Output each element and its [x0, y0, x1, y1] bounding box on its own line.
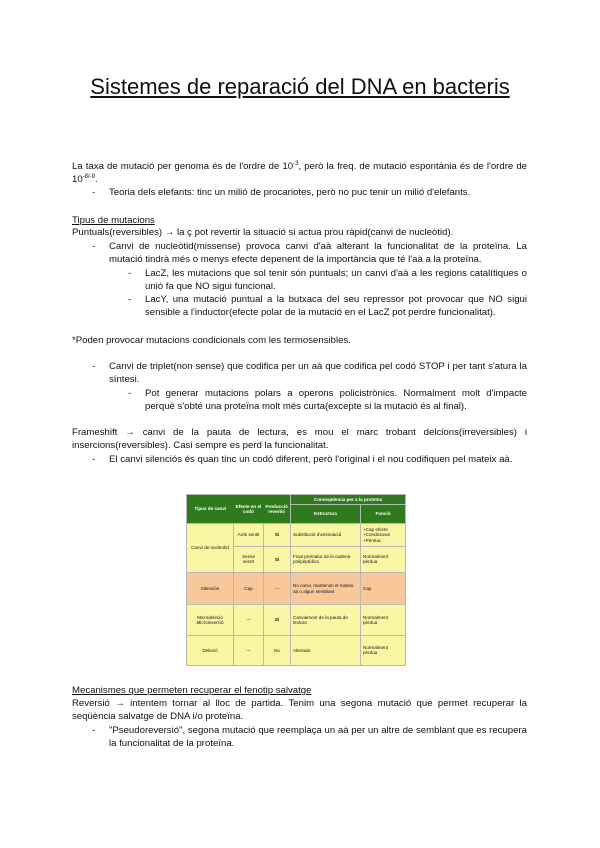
cell-produccio: No — [264, 635, 291, 665]
table-row — [187, 524, 406, 547]
cell-funcio: Normalment pèrdua — [361, 605, 406, 635]
cell-estructura: Alterada — [291, 635, 361, 665]
header-funcio: Funció — [361, 504, 406, 523]
bullet-marker: - — [92, 725, 96, 736]
intro-sup-a: -3 — [293, 161, 299, 167]
cell-efecte: --- — [234, 605, 264, 635]
table-header-left — [187, 495, 291, 524]
bullet-marker: - — [128, 388, 132, 399]
bullet-marker: - — [92, 454, 96, 465]
intro-text-c: . — [95, 174, 98, 185]
header-estructura: Estructura — [291, 504, 361, 523]
tipus-heading: Tipus de mutacions — [72, 215, 155, 226]
intro-paragraph — [72, 160, 527, 186]
puntuals-paragraph: Puntuals(reversibles) → la ç pot revertir la situació si actua prou ràpid(canvi de nucleòtid). — [72, 227, 454, 238]
mecanismes-heading: Mecanismes que permeten recuperar el fenotip salvatge — [72, 685, 312, 696]
cell-estructura: No canvi, mantenim el mateix aa o algun semblant — [291, 572, 361, 604]
cell-funcio: +Cap efecte +Condicional +Pèrdua — [361, 524, 406, 547]
termosensibles-note: *Poden provocar mutacions condicionals com les termosensibles. — [72, 335, 351, 346]
bullet-marker: - — [92, 187, 96, 198]
table-row — [187, 605, 406, 635]
nonsense-bullet: Canvi de triplet(non sense) que codifica per un aà que codifica pel codó STOP i per tant s'atura la síntesi. — [109, 361, 527, 385]
cell-efecte: Amb sentit — [234, 524, 264, 547]
polars-bullet: Pot generar mutacions polars a operons policistrònics. Normalment molt d'impacte perquè s'obté una proteïna molt més curta(excepte si la mutació és al final). — [145, 388, 527, 412]
cell-produccio: Sí — [264, 524, 291, 547]
bullet-marker: - — [92, 361, 96, 372]
cell-efecte: --- — [234, 635, 264, 665]
page-title: Sistemes de reparació del DNA en bacteris — [90, 74, 510, 99]
intro-text-b: , però la freq. de mutació espontània és de l'ordre de 10 — [72, 161, 527, 185]
bullet-marker: - — [128, 268, 132, 279]
cell-estructura: Final prematur de la cadena polipeptídica — [291, 546, 361, 572]
cell-produccio: Sí — [264, 605, 291, 635]
table-row — [187, 635, 406, 665]
cell-funcio: Normalment pèrdua — [361, 546, 406, 572]
cell-produccio: --- — [264, 572, 291, 604]
cell-efecte: Cap — [234, 572, 264, 604]
bullet-marker: - — [128, 294, 132, 305]
cell-estructura: Substitució d'aminoàcid — [291, 524, 361, 547]
bullet-marker: - — [92, 241, 96, 252]
intro-sup-b: -8/-9 — [82, 174, 96, 180]
reversio-paragraph: Reversió → intentem tornar al lloc de partida. Tenim una segona mutació que permet recuperar la seqüència salvatge de DNA i/o proteïna. — [72, 698, 527, 722]
elefants-bullet: Teoria dels elefants: tinc un milió de procariotes, però no puc tenir un milió d'elefants. — [109, 187, 471, 198]
mutation-table — [186, 494, 406, 666]
table-row — [187, 572, 406, 604]
intro-text-a: La taxa de mutació per genoma és de l'ordre de 10 — [72, 161, 294, 172]
cell-tipus: Silenciós — [187, 572, 234, 604]
cell-funcio: Cap — [361, 572, 406, 604]
lacz-bullet: LacZ, les mutacions que sol tenir són puntuals; un canvi d'aà a les regions catalítiques o unió fa que NO sigui funcional. — [145, 268, 527, 292]
header-consequencia: Conseqüència per a la proteïna — [291, 495, 406, 505]
cell-efecte: Sense sentit — [234, 546, 264, 572]
cell-tipus: Microdeleció Microinserció — [187, 605, 234, 635]
cell-tipus: Deleció — [187, 635, 234, 665]
missense-bullet: Canvi de nucleòtid(missense) provoca canvi d'aà alterant la funcionalitat de la proteïna. La mutació tindrà més o menys efecte depenent de la importància que té l'aà a la proteïna. — [109, 241, 527, 265]
silencios-bullet: El canvi silenciós és quan tinc un codó diferent, però l'original i el nou codifiquen pel mateix aà. — [109, 454, 513, 465]
pseudoreversio-bullet: "Pseudoreversió", segona mutació que reemplaça un aà per un altre de semblant que es recupera la funcionalitat de la proteïna. — [109, 725, 527, 749]
frameshift-paragraph: Frameshift → canvi de la pauta de lectura, es mou el marc trobant delcions(irreversibles) i insercions(reversibles). Casi sempre es perd la funcionalitat. — [72, 427, 527, 451]
cell-produccio: Sí — [264, 546, 291, 572]
cell-tipus: Canvi de nucleotid — [187, 524, 234, 573]
cell-estructura: Canviament de la pauta de lectura — [291, 605, 361, 635]
header-efecte: Efecte en el codó — [235, 503, 262, 515]
lacy-bullet: LacY, una mutació puntual a la butxaca del seu repressor pot provocar que NO sigui sensible a l'inductor(efecte polar de la mutació en el LacZ pot perdre funcionalitat). — [145, 294, 527, 318]
header-produccio: Producció revertió — [265, 503, 288, 515]
cell-funcio: Normalment pèrdua — [361, 635, 406, 665]
header-tipus: Tipus de canvi — [194, 506, 227, 512]
